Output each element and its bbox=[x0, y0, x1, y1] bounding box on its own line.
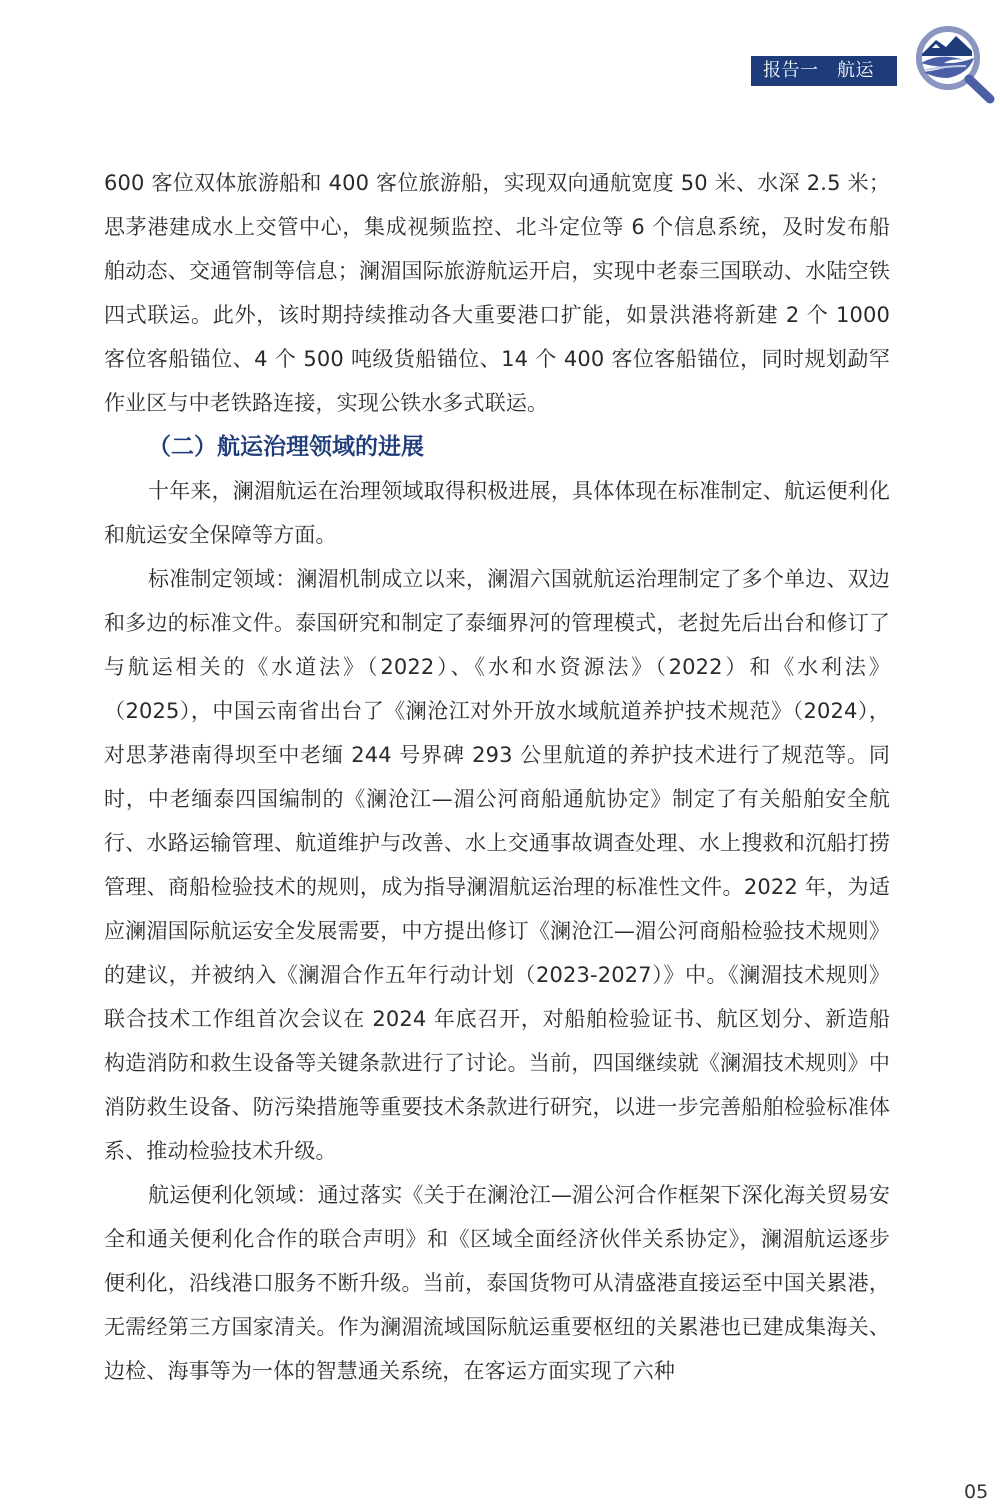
article-body bbox=[104, 161, 890, 1393]
section-heading-governance: （二）航运治理领域的进展 bbox=[148, 434, 424, 460]
page-number: 05 bbox=[964, 1481, 989, 1503]
magnifier-logo-icon bbox=[908, 18, 998, 104]
paragraph-standards: 标准制定领域：澜湄机制成立以来，澜湄六国就航运治理制定了多个单边、双边和多边的标准文件。泰国研究和制定了泰缅界河的管理模式，老挝先后出台和修订了与航运相关的《水道法》（2022）、《水和水资源法》（2022）和《水利法》（2025），中国云南省出台了《澜沧江对外开放水域航道养护技术规范》（2024），对思茅港南得坝至中老缅 244 号界碑 293 公里航道的养护技术进行了规范等。同时，中老缅泰四国编制的《澜沧江—湄公河商船通航协定》制定了有关船舶安全航行、水路运输管理、航道维护与改善、水上交通事故调查处理、水上搜救和沉船打捞管理、商船检验技术的规则，成为指导澜湄航运治理的标准性文件。2022 年，为适应澜湄国际航运安全发展需要，中方提出修订《澜沧江—湄公河商船检验技术规则》的建议，并被纳入《澜湄合作五年行动计划（2023-2027）》中。《澜湄技术规则》联合技术工作组首次会议在 2024 年底召开，对船舶检验证书、航区划分、新造船构造消防和救生设备等关键条款进行了讨论。当前，四国继续就《澜湄技术规则》中消防救生设备、防污染措施等重要技术条款进行研究，以进一步完善船舶检验标准体系、推动检验技术升级。 bbox=[104, 567, 890, 1163]
section-tag: 报告一 航运 bbox=[751, 56, 897, 86]
paragraph-governance-intro: 十年来，澜湄航运在治理领域取得积极进展，具体体现在标准制定、航运便利化和航运安全保障等方面。 bbox=[104, 479, 890, 547]
paragraph-ports-capacity: 600 客位双体旅游船和 400 客位旅游船，实现双向通航宽度 50 米、水深 2.5 米；思茅港建成水上交管中心，集成视频监控、北斗定位等 6 个信息系统，及时发布船舶动态、交通管制等信息；澜湄国际旅游航运开启，实现中老泰三国联动、水陆空铁四式联运。此外，该时期持续推动各大重要港口扩能，如景洪港将新建 2 个 1000 客位客船锚位、4 个 500 吨级货船锚位、14 个 400 客位客船锚位，同时规划勐罕作业区与中老铁路连接，实现公铁水多式联运。 bbox=[104, 171, 890, 415]
paragraph-facilitation: 航运便利化领域：通过落实《关于在澜沧江—湄公河合作框架下深化海关贸易安全和通关便利化合作的联合声明》和《区域全面经济伙伴关系协定》，澜湄航运逐步便利化，沿线港口服务不断升级。当前，泰国货物可从清盛港直接运至中国关累港，无需经第三方国家清关。作为澜湄流域国际航运重要枢纽的关累港也已建成集海关、边检、海事等为一体的智慧通关系统，在客运方面实现了六种 bbox=[104, 1183, 890, 1383]
